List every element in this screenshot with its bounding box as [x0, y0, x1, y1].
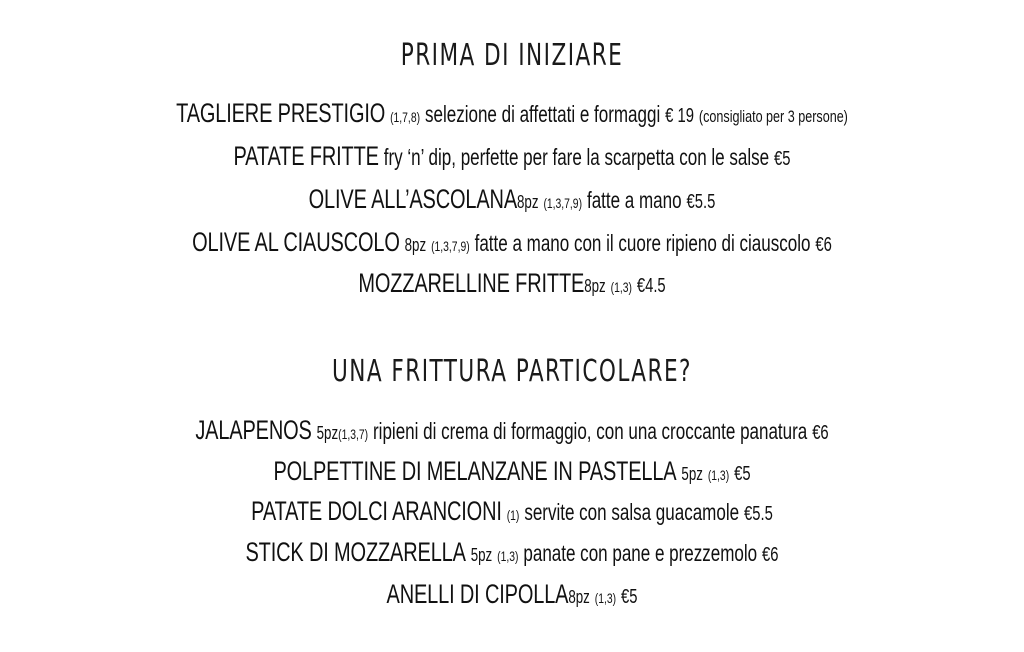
item-quantity: 8pz	[568, 587, 590, 607]
item-price: € 19	[665, 105, 694, 127]
menu-item-olive-ascolana	[133, 184, 891, 218]
section-title-prima-di-iniziare: PRIMA DI INIZIARE	[400, 38, 624, 73]
menu-item-stick-mozzarella	[133, 537, 891, 571]
item-name: OLIVE ALL’ASCOLANA	[308, 184, 518, 214]
item-quantity: 8pz	[584, 276, 606, 296]
item-allergens: (1,3)	[707, 467, 730, 483]
item-quantity: 5pz	[681, 464, 703, 484]
item-name: JALAPENOS	[195, 415, 312, 445]
section-title-una-frittura-particolare: UNA FRITTURA PARTICOLARE?	[332, 354, 692, 389]
item-allergens: (1,7,8)	[390, 109, 421, 125]
item-description: fatte a mano con il cuore ripieno di ciauscolo	[474, 230, 811, 256]
item-allergens: (1,3)	[594, 590, 617, 606]
item-allergens: (1,3,7,9)	[543, 195, 583, 211]
item-name: STICK DI MOZZARELLA	[245, 537, 466, 567]
item-description: selezione di affettati e formaggi	[424, 101, 661, 127]
item-description: fatte a mano	[586, 187, 682, 213]
item-description: fry ‘n’ dip, perfette per fare la scarpetta con le salse	[383, 144, 770, 170]
menu-item-polpettine-melanzane	[133, 456, 891, 490]
item-price: €5	[621, 586, 638, 608]
item-price: €6	[812, 422, 829, 444]
item-price: €6	[762, 544, 779, 566]
menu-item-tagliere-prestigio	[133, 98, 891, 132]
menu-item-patate-dolci	[133, 496, 891, 530]
item-description: servite con salsa guacamole	[524, 499, 740, 525]
item-allergens: (1,3)	[610, 279, 632, 295]
item-price: €6	[815, 234, 832, 256]
item-price: €5.5	[686, 191, 716, 213]
item-allergens: (1,3,7,9)	[431, 238, 470, 254]
item-name: POLPETTINE DI MELANZANE IN PASTELLA	[273, 456, 677, 486]
item-name: MOZZARELLINE FRITTE	[358, 268, 585, 298]
item-price: €5	[774, 148, 791, 170]
item-quantity: 5pz	[470, 545, 493, 565]
item-quantity: 8pz	[404, 235, 427, 255]
item-name: TAGLIERE PRESTIGIO	[176, 98, 386, 128]
item-name: ANELLI DI CIPOLLA	[386, 579, 569, 609]
item-note: (consigliato per 3 persone)	[698, 107, 848, 126]
item-name: PATATE FRITTE	[233, 141, 379, 171]
menu-item-mozzarelline-fritte	[133, 268, 891, 302]
item-price: €4.5	[636, 275, 666, 297]
menu-item-olive-ciauscolo	[133, 227, 891, 261]
item-quantity: 5pz	[316, 423, 339, 443]
item-name: PATATE DOLCI ARANCIONI	[251, 496, 502, 526]
item-quantity: 8pz	[517, 192, 539, 212]
item-name: OLIVE AL CIAUSCOLO	[192, 227, 400, 257]
item-allergens: (1)	[506, 507, 520, 523]
menu-item-jalapenos	[133, 415, 891, 449]
item-description: ripieni di crema di formaggio, con una croccante panatura	[373, 418, 808, 444]
item-description: panate con pane e prezzemolo	[523, 540, 758, 566]
item-price: €5	[734, 463, 751, 485]
item-price: €5.5	[744, 503, 773, 525]
menu-item-anelli-cipolla	[133, 579, 891, 613]
item-allergens: (1,3)	[497, 548, 519, 564]
menu-item-patate-fritte	[133, 141, 891, 174]
item-allergens: (1,3,7)	[338, 426, 369, 442]
